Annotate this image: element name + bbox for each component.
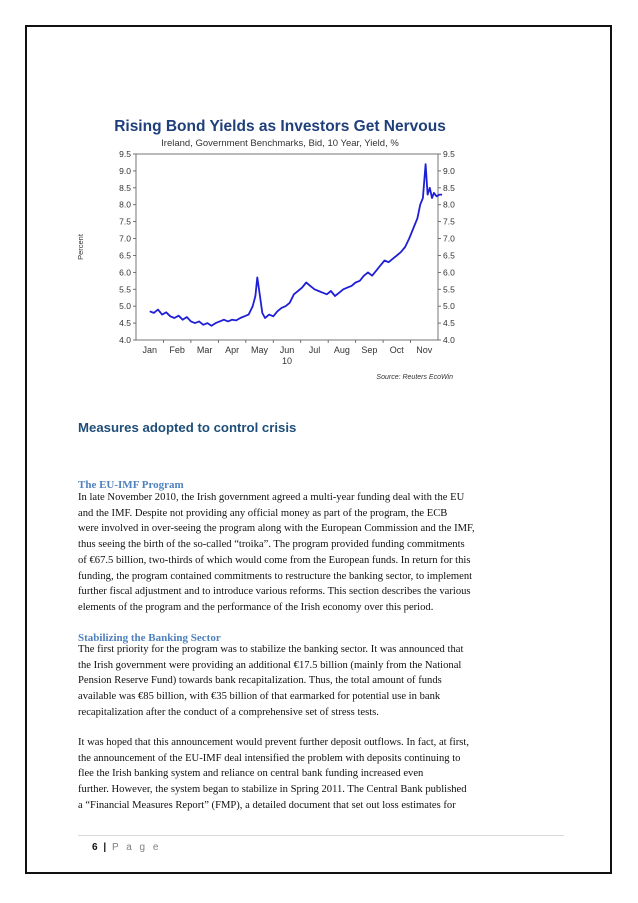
text-line: Pension Reserve Fund) towards bank recapitalization. Thus, the total amount of funds	[78, 675, 442, 687]
x-tick-label: Feb	[169, 345, 185, 355]
x-tick-label: Jan	[142, 345, 157, 355]
x-tick-label: May	[251, 345, 269, 355]
x-tick-label: Jun	[279, 345, 295, 355]
section-heading: Measures adopted to control crisis	[78, 420, 297, 435]
text-line: It was hoped that this announcement would prevent further deposit outflows. In fact, at first,	[78, 737, 469, 748]
y-tick-label-left: 8.5	[119, 182, 131, 193]
page-word: P a g e	[111, 842, 161, 853]
bond-yield-chart	[76, 107, 473, 389]
chart-y-axis-label: Percent	[76, 234, 85, 260]
x-tick-label: Sep	[361, 345, 378, 355]
banking-heading: Stabilizing the Banking Sector	[78, 632, 221, 644]
text-line: In late November 2010, the Irish government agreed a multi-year funding deal with the EU	[78, 492, 465, 503]
y-tick-label-right: 8.5	[443, 182, 455, 193]
text-line: a “Financial Measures Report” (FMP), a detailed document that set out loss estimates for	[78, 799, 456, 811]
chart-subtitle: Ireland, Government Benchmarks, Bid, 10 Year, Yield, %	[161, 138, 399, 149]
text-line: The first priority for the program was to stabilize the banking sector. It was announced that	[78, 644, 464, 655]
text-line: further. However, the system began to stabilize in Spring 2011. The Central Bank published	[78, 784, 467, 796]
chart-svg	[76, 107, 473, 389]
plot-frame	[136, 154, 438, 340]
x-tick-label: Apr	[225, 345, 240, 355]
y-tick-label-left: 4.5	[119, 318, 131, 329]
y-tick-label-right: 9.5	[443, 149, 455, 159]
y-tick-label-left: 9.0	[119, 165, 131, 176]
y-tick-label-right: 8.0	[443, 199, 455, 210]
program-heading: The EU-IMF Program	[78, 479, 184, 491]
text-line: recapitalization after the conduct of a comprehensive set of stress tests.	[78, 706, 379, 718]
y-tick-label-left: 7.5	[119, 216, 131, 227]
series-line	[150, 164, 442, 326]
text-line: and the IMF. Despite not providing any official money as part of the program, the ECB	[78, 507, 448, 519]
page-number: 6	[92, 842, 98, 853]
y-axis-right	[438, 149, 455, 345]
y-tick-label-left: 7.0	[119, 233, 131, 244]
text-line: further fiscal adjustment and to introduce various reforms. This section describes the various	[78, 586, 471, 598]
outflows-paragraph	[78, 735, 564, 814]
text-line: flee the Irish banking system and reliance on central bank funding increased even	[78, 768, 424, 780]
chart-title: Rising Bond Yields as Investors Get Nervous	[114, 118, 446, 135]
x-tick-sublabel: 10	[281, 356, 293, 366]
x-axis	[142, 340, 432, 366]
series-layer	[150, 164, 442, 326]
y-tick-label-right: 7.5	[443, 216, 455, 227]
program-paragraph	[78, 490, 564, 616]
x-tick-label: Nov	[416, 345, 433, 355]
page-footer	[92, 842, 161, 853]
y-tick-label-left: 4.0	[119, 335, 131, 345]
x-tick-label: Oct	[389, 345, 404, 355]
y-tick-label-right: 9.0	[443, 165, 455, 176]
y-tick-label-right: 6.5	[443, 250, 455, 261]
text-line: were involved in over-seeing the program along with the European Commission and the IMF,	[78, 523, 475, 535]
y-tick-label-left: 5.0	[119, 301, 131, 312]
y-axis-left	[119, 149, 136, 345]
banking-paragraph	[78, 642, 564, 721]
text-line: funding, the program contained commitments to restructure the banking sector, to implement	[78, 570, 473, 582]
text-line: of €67.5 billion, two-thirds of which would come from the European funds. In return for this	[78, 554, 471, 566]
text-line: available was €85 billion, with €35 billion of that earmarked for potential use in bank	[78, 691, 441, 703]
x-tick-label: Aug	[333, 345, 350, 355]
y-tick-label-right: 4.5	[443, 318, 455, 329]
y-tick-label-right: 5.0	[443, 301, 455, 312]
y-tick-label-right: 5.5	[443, 284, 455, 295]
page-separator: |	[103, 842, 107, 853]
y-tick-label-left: 9.5	[119, 149, 131, 159]
text-line: thus seeing the birth of the so-called “troika”. The program provided funding commitments	[78, 539, 465, 551]
text-line: the announcement of the EU-IMF deal intensified the problem with deposits continuing to	[78, 752, 461, 764]
y-tick-label-right: 7.0	[443, 233, 455, 244]
footer-rule	[78, 835, 564, 836]
x-tick-label: Mar	[196, 345, 213, 355]
y-tick-label-left: 8.0	[119, 199, 131, 210]
text-line: elements of the program and the performance of the Irish economy over this period.	[78, 601, 434, 613]
y-tick-label-left: 6.5	[119, 250, 131, 261]
x-tick-label: Jul	[308, 345, 321, 355]
text-line: the Irish government were providing an additional €17.5 billion (mainly from the National	[78, 659, 462, 671]
y-tick-label-right: 6.0	[443, 267, 455, 278]
y-tick-label-left: 6.0	[119, 267, 131, 278]
chart-source: Source: Reuters EcoWin	[376, 374, 453, 381]
y-tick-label-left: 5.5	[119, 284, 131, 295]
y-tick-label-right: 4.0	[443, 335, 455, 345]
